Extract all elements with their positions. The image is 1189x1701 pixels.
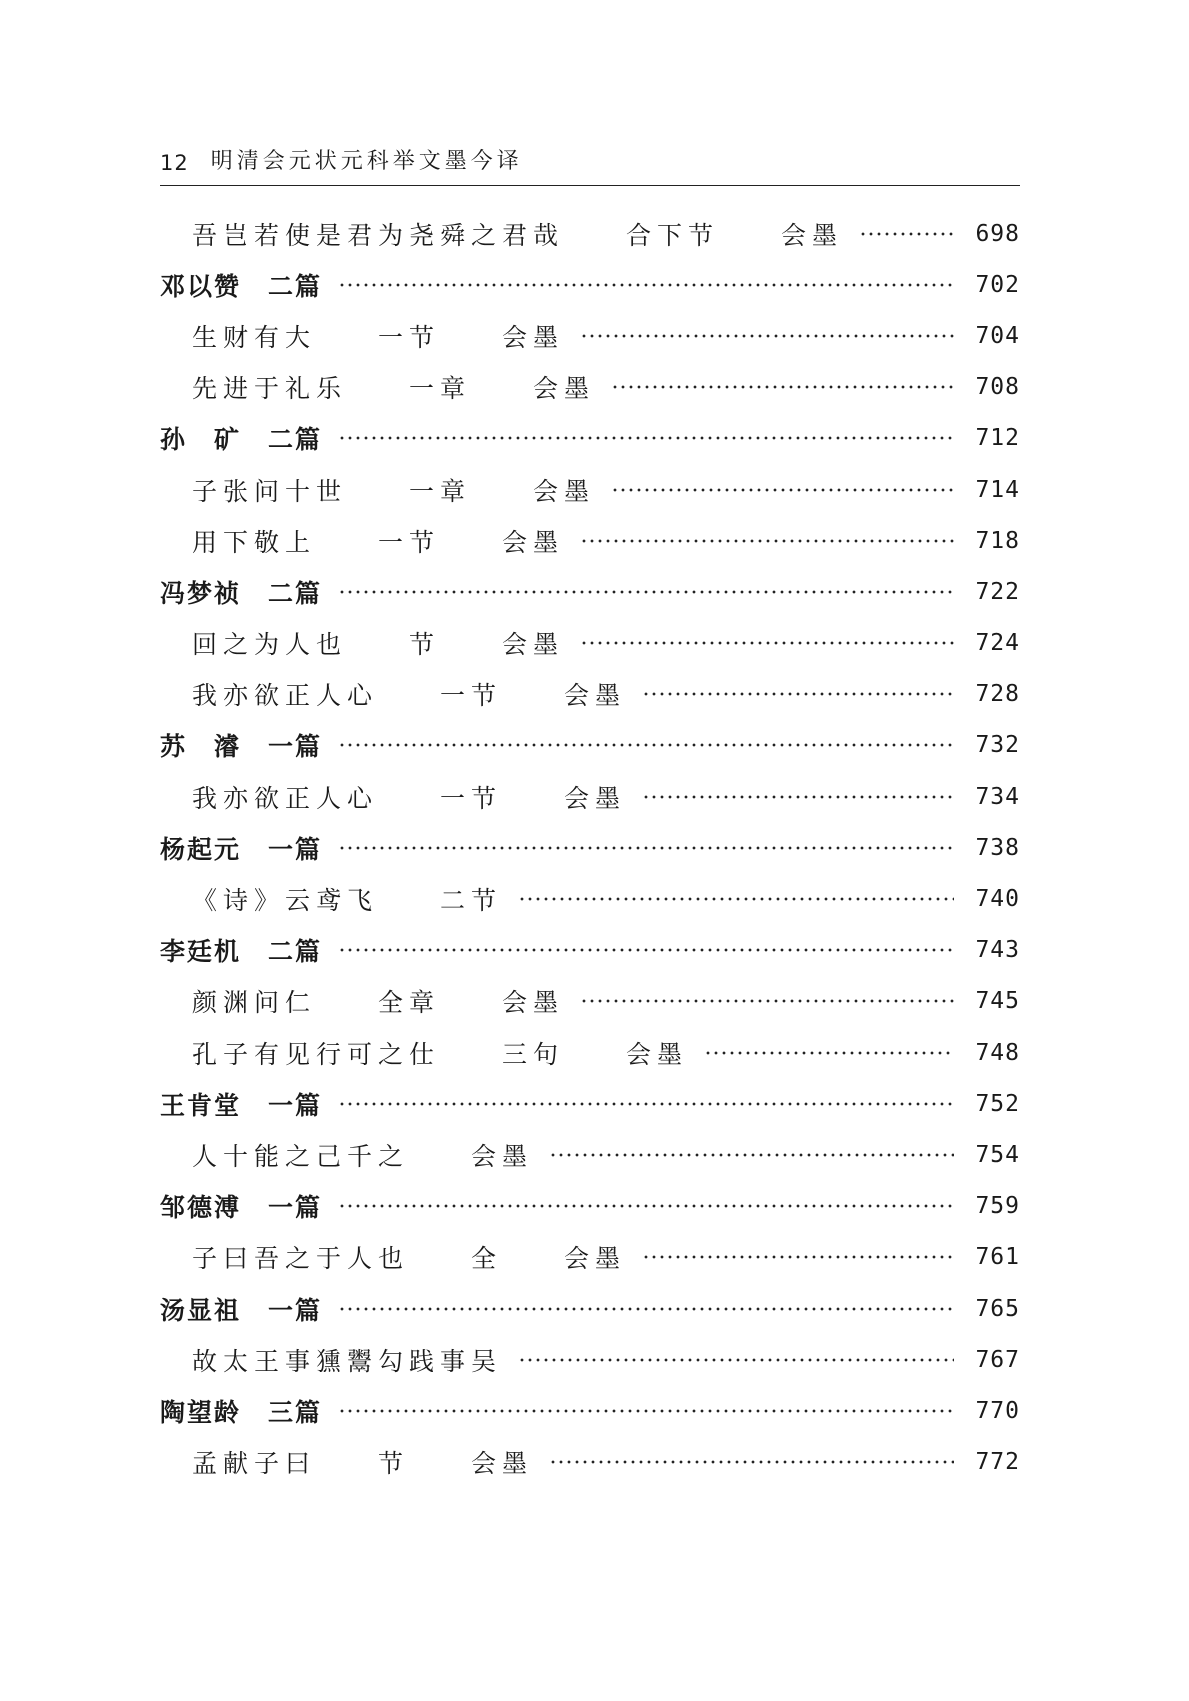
toc-entry-page-number: 759 [975,1193,1020,1220]
toc-author-entry[interactable] [160,1181,1020,1232]
toc-entry-title: 孟献子曰 节 会墨 [192,1449,534,1479]
dot-leader [338,743,954,747]
toc-entry-page-number: 752 [975,1090,1020,1117]
toc-entry-title: 故太王事獯鬻勾践事吴 [192,1346,503,1376]
toc-entry-page-number: 698 [975,220,1020,247]
toc-entry-page-number: 767 [975,1346,1020,1373]
toc-author-entry[interactable] [160,720,1020,771]
toc-entry-title: 我亦欲正人心 一节 会墨 [192,783,627,813]
toc-essay-entry[interactable] [160,771,1020,822]
dot-leader [338,948,954,952]
toc-entry-page-number: 718 [975,527,1020,554]
toc-entry-page-number: 738 [975,834,1020,861]
book-title: 明清会元状元科举文墨今译 [210,149,523,174]
toc-entry-page-number: 743 [975,937,1020,964]
toc-essay-entry[interactable] [160,1027,1020,1078]
toc-author-entry[interactable] [160,413,1020,464]
dot-leader [549,1153,954,1157]
table-of-contents [160,208,1020,1488]
dot-leader [642,795,954,799]
toc-entry-page-number: 761 [975,1244,1020,1271]
toc-entry-title: 邹德溥 一篇 [160,1193,323,1223]
toc-essay-entry[interactable] [160,669,1020,720]
toc-entry-title: 杨起元 一篇 [160,834,323,864]
toc-entry-page-number: 724 [975,630,1020,657]
toc-entry-title: 汤显祖 一篇 [160,1295,323,1325]
toc-entry-title: 先进于礼乐 一章 会墨 [192,374,596,404]
toc-essay-entry[interactable] [160,208,1020,259]
dot-leader [338,1307,954,1311]
toc-essay-entry[interactable] [160,1232,1020,1283]
toc-entry-page-number: 702 [975,271,1020,298]
dot-leader [338,590,954,594]
dot-leader [580,539,954,543]
toc-essay-entry[interactable] [160,515,1020,566]
dot-leader [611,488,954,492]
dot-leader [611,385,954,389]
dot-leader [518,897,954,901]
toc-entry-page-number: 745 [975,988,1020,1015]
dot-leader [338,1409,954,1413]
toc-essay-entry[interactable] [160,1129,1020,1180]
toc-entry-page-number: 704 [975,322,1020,349]
toc-entry-page-number: 740 [975,886,1020,913]
dot-leader [704,1051,954,1055]
toc-entry-title: 我亦欲正人心 一节 会墨 [192,681,627,711]
dot-leader [338,1102,954,1106]
dot-leader [338,436,954,440]
toc-entry-title: 邓以赞 二篇 [160,271,323,301]
toc-entry-title: 孔子有见行可之仕 三句 会墨 [192,1039,689,1069]
toc-author-entry[interactable] [160,1078,1020,1129]
toc-entry-title: 陶望龄 三篇 [160,1397,323,1427]
toc-essay-entry[interactable] [160,976,1020,1027]
toc-essay-entry[interactable] [160,1334,1020,1385]
toc-essay-entry[interactable] [160,873,1020,924]
toc-entry-page-number: 765 [975,1295,1020,1322]
dot-leader [338,846,954,850]
toc-entry-title: 李廷机 二篇 [160,937,323,967]
toc-entry-page-number: 728 [975,681,1020,708]
dot-leader [859,232,954,236]
toc-entry-title: 《诗》云鸢飞 二节 [192,886,503,916]
toc-entry-title: 颜渊问仁 全章 会墨 [192,988,565,1018]
toc-entry-page-number: 734 [975,783,1020,810]
running-header [160,140,1020,186]
toc-author-entry[interactable] [160,1385,1020,1436]
toc-entry-page-number: 770 [975,1397,1020,1424]
dot-leader [580,334,954,338]
toc-essay-entry[interactable] [160,362,1020,413]
toc-entry-page-number: 772 [975,1449,1020,1476]
toc-essay-entry[interactable] [160,464,1020,515]
toc-author-entry[interactable] [160,259,1020,310]
toc-author-entry[interactable] [160,925,1020,976]
toc-entry-page-number: 712 [975,425,1020,452]
toc-entry-title: 人十能之己千之 会墨 [192,1141,534,1171]
dot-leader [549,1460,954,1464]
toc-essay-entry[interactable] [160,1437,1020,1488]
toc-entry-title: 用下敬上 一节 会墨 [192,527,565,557]
toc-entry-title: 孙 矿 二篇 [160,425,323,455]
dot-leader [580,641,954,645]
dot-leader [338,283,954,287]
toc-entry-page-number: 722 [975,578,1020,605]
toc-entry-page-number: 708 [975,374,1020,401]
toc-author-entry[interactable] [160,566,1020,617]
toc-entry-page-number: 748 [975,1039,1020,1066]
toc-entry-title: 吾岂若使是君为尧舜之君哉 合下节 会墨 [192,220,844,250]
dot-leader [642,692,954,696]
toc-entry-page-number: 714 [975,476,1020,503]
dot-leader [642,1255,954,1259]
toc-entry-title: 王肯堂 一篇 [160,1090,323,1120]
toc-entry-title: 冯梦祯 二篇 [160,578,323,608]
toc-entry-title: 回之为人也 节 会墨 [192,630,565,660]
dot-leader [338,1204,954,1208]
toc-entry-title: 子张问十世 一章 会墨 [192,476,596,506]
toc-entry-page-number: 754 [975,1141,1020,1168]
toc-author-entry[interactable] [160,822,1020,873]
page-number: 12 [160,151,189,175]
dot-leader [580,999,954,1003]
toc-entry-title: 子曰吾之于人也 全 会墨 [192,1244,627,1274]
toc-author-entry[interactable] [160,1283,1020,1334]
toc-essay-entry[interactable] [160,310,1020,361]
dot-leader [518,1358,954,1362]
toc-entry-title: 生财有大 一节 会墨 [192,322,565,352]
toc-entry-page-number: 732 [975,732,1020,759]
toc-entry-title: 苏 濬 一篇 [160,732,323,762]
toc-essay-entry[interactable] [160,618,1020,669]
